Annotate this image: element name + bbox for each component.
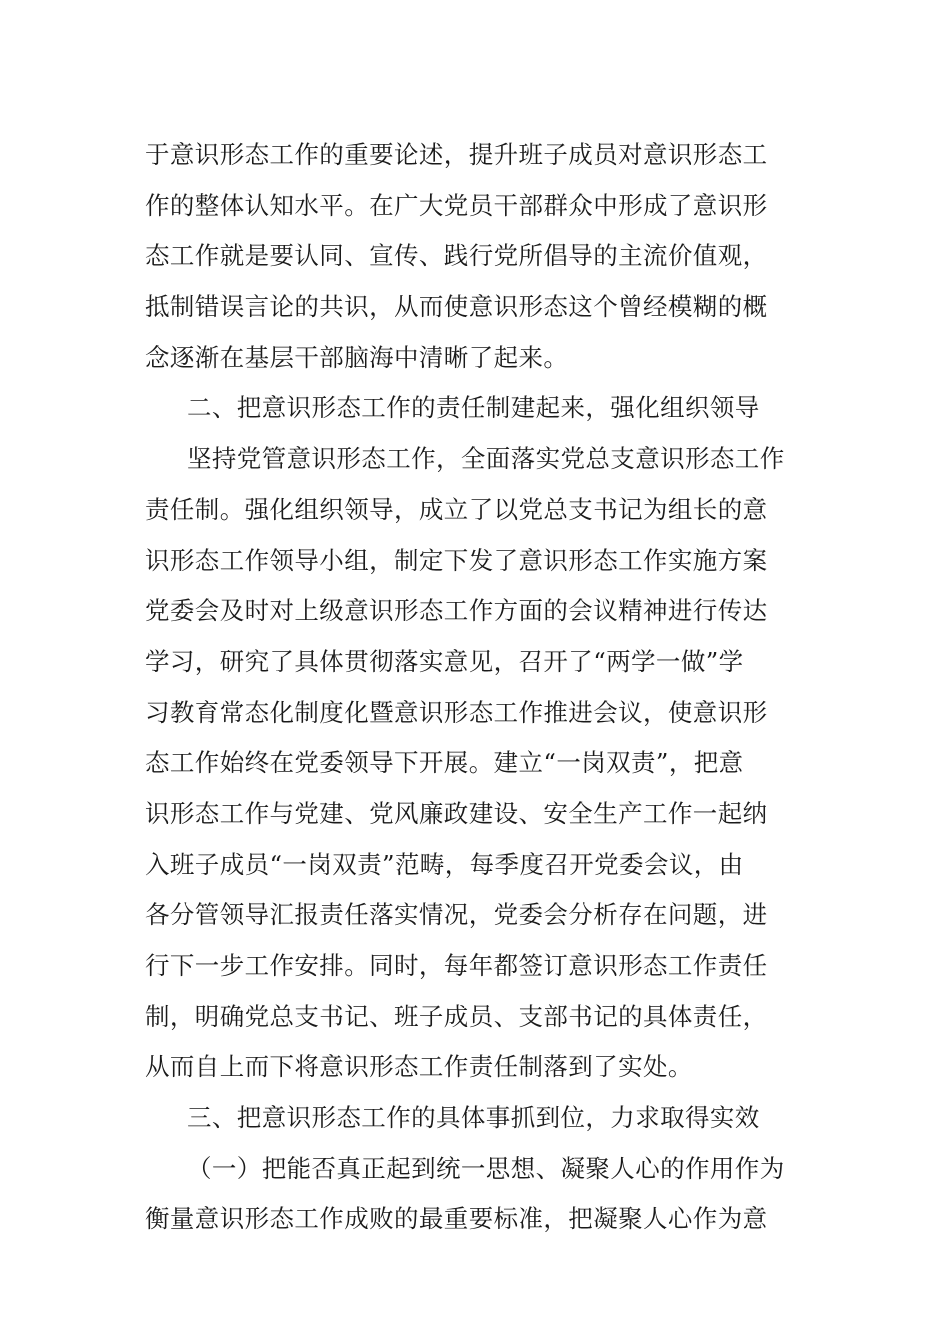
- body-line: 学习，研究了具体贯彻落实意见，召开了“两学一做”学: [145, 646, 744, 676]
- body-line: 行下一步工作安排。同时，每年都签订意识形态工作责任: [145, 951, 768, 980]
- paragraph-start-line: 坚持党管意识形态工作，全面落实党总支意识形态工作: [187, 444, 785, 474]
- body-line: 制，明确党总支书记、班子成员、支部书记的具体责任，: [145, 1001, 768, 1031]
- body-line: 衡量意识形态工作成败的最重要标准，把凝聚人心作为意: [145, 1204, 768, 1234]
- body-line: 各分管领导汇报责任落实情况，党委会分析存在问题，进: [145, 900, 768, 930]
- body-line: 党委会及时对上级意识形态工作方面的会议精神进行传达: [145, 596, 768, 626]
- body-line: 念逐渐在基层干部脑海中清晰了起来。: [145, 342, 569, 372]
- body-line: 态工作始终在党委领导下开展。建立“一岗双责”，把意: [145, 748, 744, 778]
- body-line: 于意识形态工作的重要论述，提升班子成员对意识形态工: [145, 140, 768, 169]
- body-line: 从而自上而下将意识形态工作责任制落到了实处。: [145, 1052, 693, 1082]
- body-line: 入班子成员“一岗双责”范畴，每季度召开党委会议，由: [145, 849, 744, 879]
- document-body: [145, 130, 810, 1245]
- body-line: 作的整体认知水平。在广大党员干部群众中形成了意识形: [145, 190, 768, 220]
- section-heading-3: 三、把意识形态工作的具体事抓到位，力求取得实效: [187, 1103, 760, 1133]
- body-line: 习教育常态化制度化暨意识形态工作推进会议，使意识形: [145, 697, 768, 727]
- section-heading-2: 二、把意识形态工作的责任制建起来，强化组织领导: [187, 393, 760, 423]
- body-line: 识形态工作与党建、党风廉政建设、安全生产工作一起纳: [145, 798, 768, 828]
- subsection-heading-1: （一）把能否真正起到统一思想、凝聚人心的作用作为: [187, 1153, 785, 1183]
- body-line: 识形态工作领导小组，制定下发了意识形态工作实施方案: [145, 545, 768, 575]
- body-line: 责任制。强化组织领导，成立了以党总支书记为组长的意: [145, 494, 768, 524]
- body-line: 态工作就是要认同、宣传、践行党所倡导的主流价值观，: [145, 241, 768, 271]
- body-line: 抵制错误言论的共识，从而使意识形态这个曾经模糊的概: [145, 292, 768, 322]
